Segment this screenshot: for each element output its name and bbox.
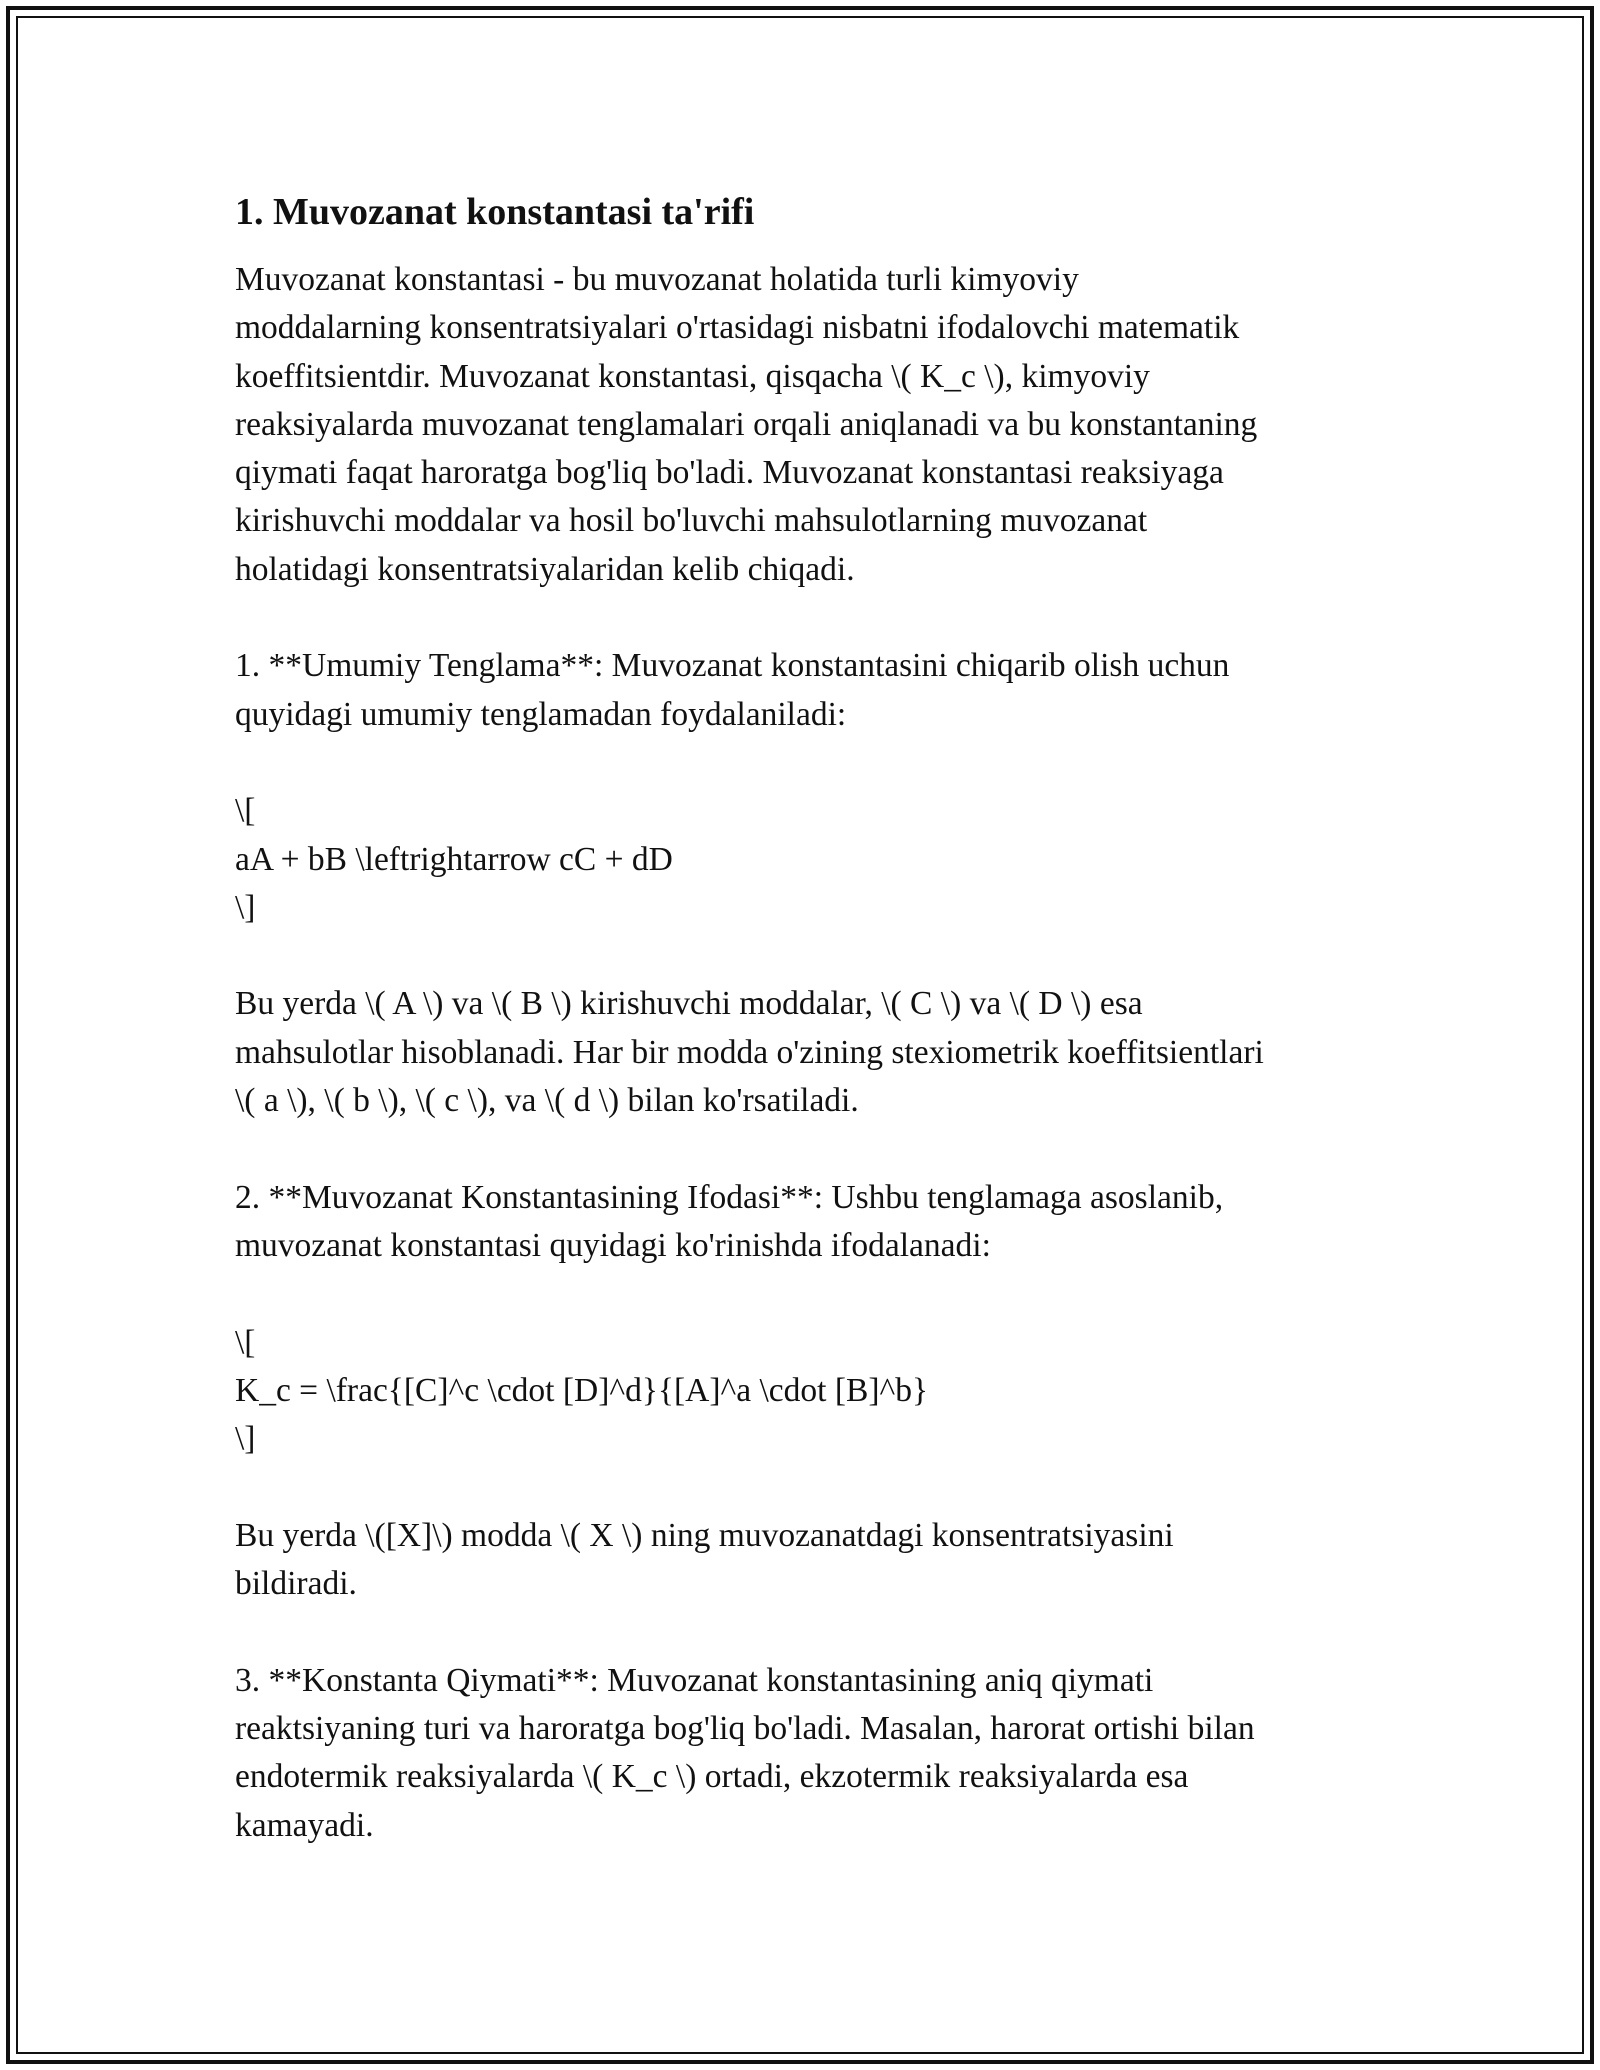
reactants-explanation: Bu yerda \( A \) va \( B \) kirishuvchi moddalar, \( C \) va \( D \) esa mahsulotlar hisoblanadi. Har bir modda o'zining stexiometrik koeffitsientlari \( a \), \( b \), \( c \), va \( d \) bilan ko'rsatiladi.	[235, 985, 1264, 1120]
paragraph-spacer	[235, 1270, 1375, 1318]
paragraph-spacer	[235, 739, 1375, 787]
section-title: 1. Muvozanat konstantasi ta'rifi	[235, 191, 755, 233]
document-body	[235, 186, 1375, 1850]
paragraph-spacer	[235, 594, 1375, 642]
paragraph-spacer	[235, 932, 1375, 980]
paragraph-spacer	[235, 1463, 1375, 1511]
constant-value-item: 3. **Konstanta Qiymati**: Muvozanat konstantasining aniq qiymati reaktsiyaning turi va haroratga bog'liq bo'ladi. Masalan, harorat ortishi bilan endotermik reaksiyalarda \( K_c \) ortadi, ekzotermik reaksiyalarda esa kamayadi.	[235, 1661, 1255, 1844]
constant-expression-item: 2. **Muvozanat Konstantasining Ifodasi**: Ushbu tenglamaga asoslanib, muvozanat konstantasi quyidagi ko'rinishda ifodalanadi:	[235, 1178, 1224, 1264]
paragraph-spacer	[235, 1608, 1375, 1656]
concentration-explanation: Bu yerda \([X]\) modda \( X \) ning muvozanatdagi konsentratsiyasini bildiradi.	[235, 1516, 1174, 1603]
kc-formula: \[ K_c = \frac{[C]^c \cdot [D]^d}{[A]^a \cdot [B]^b} \]	[235, 1323, 929, 1458]
paragraph-spacer	[235, 1125, 1375, 1173]
reaction-equation: \[ aA + bB \leftrightarrow cC + dD \]	[235, 792, 673, 926]
definition-paragraph: Muvozanat konstantasi - bu muvozanat holatida turli kimyoviy moddalarning konsentratsiyalari o'rtasidagi nisbatni ifodalovchi matematik koeffitsientdir. Muvozanat konstantasi, qisqacha \( K_c \), kimyoviy reaksiyalarda muvozanat tenglamalari orqali aniqlanadi va bu konstantaning qiymati faqat haroratga bog'liq bo'ladi. Muvozanat konstantasi reaksiyaga kirishuvchi moddalar va hosil bo'luvchi mahsulotlarning muvozanat holatidagi konsentratsiyalaridan kelib chiqadi.	[235, 261, 1258, 588]
general-equation-item: 1. **Umumiy Tenglama**: Muvozanat konstantasini chiqarib olish uchun quyidagi umumiy tenglamadan foydalaniladi:	[235, 647, 1230, 733]
